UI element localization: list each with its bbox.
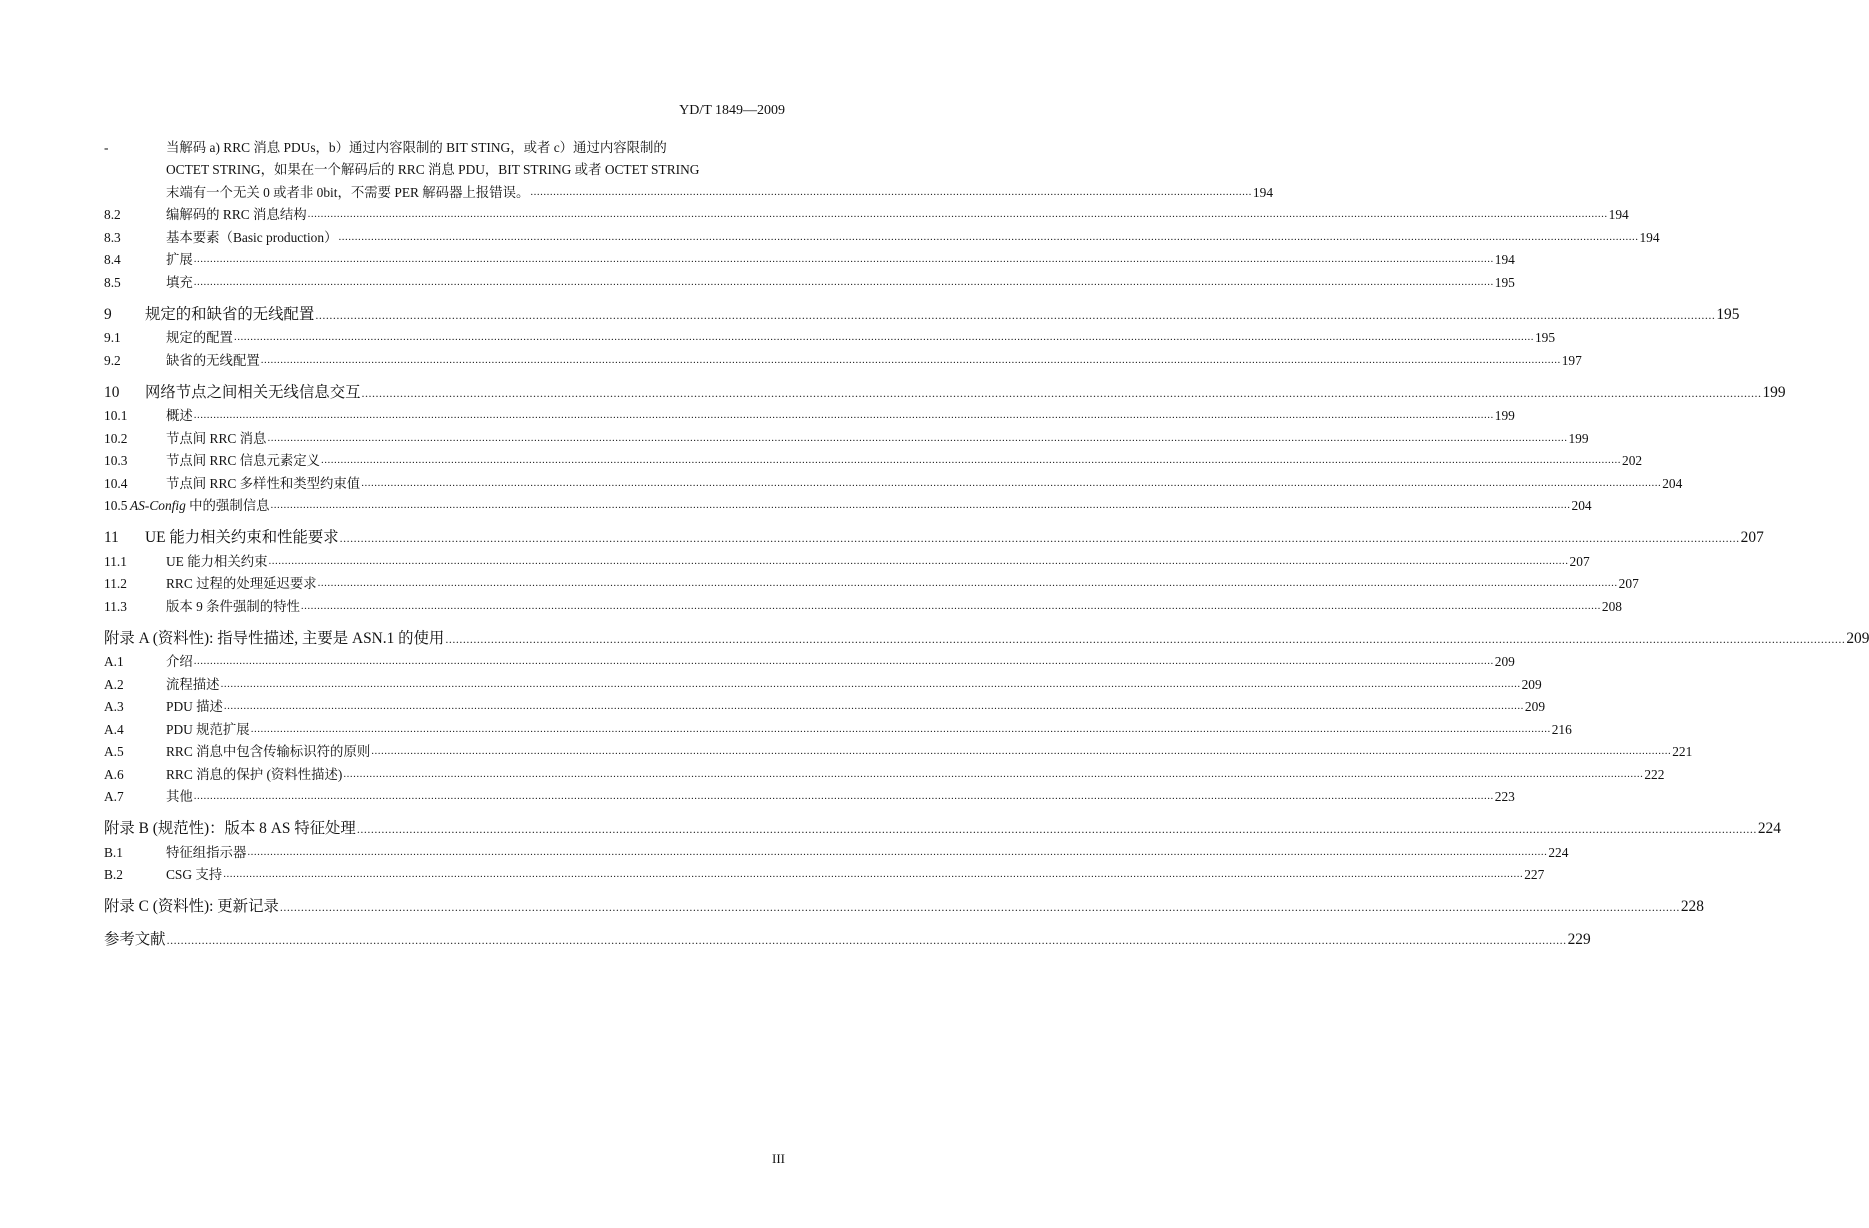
- toc-entry-title: RRC 消息中包含传输标识符的原则: [166, 744, 371, 759]
- toc-entry-number: 10.4: [104, 475, 128, 491]
- toc-entry-multiline[interactable]: [104, 133, 1274, 201]
- toc-entry-number: 10: [104, 383, 120, 401]
- toc-leader-dots: ................................................................................................................................................................................................................................................................................................................................................................................................................: [166, 933, 1567, 947]
- toc-entry-page: 228: [1680, 898, 1704, 915]
- toc-leader-dots: ................................................................................................................................................................................................................................................................................................................................................................................................................: [193, 253, 1494, 265]
- toc-section-entry[interactable]: [104, 592, 1622, 615]
- toc-entry-title: 编解码的 RRC 消息结构: [166, 207, 307, 222]
- toc-leader-dots: ................................................................................................................................................................................................................................................................................................................................................................................................................: [223, 868, 1524, 880]
- toc-entry-page: 194: [1494, 252, 1515, 267]
- toc-entry-page: 221: [1672, 744, 1693, 759]
- toc-section-entry[interactable]: [104, 268, 1515, 291]
- toc-entry-page: 229: [1567, 931, 1591, 948]
- toc-leader-dots: ................................................................................................................................................................................................................................................................................................................................................................................................................: [279, 900, 1680, 914]
- toc-entry-number: 11.1: [104, 553, 127, 569]
- toc-entry-number: A.4: [104, 721, 124, 737]
- toc-entry-number: A.2: [104, 676, 124, 692]
- toc-section-entry[interactable]: [104, 201, 1629, 224]
- toc-chapter-entry[interactable]: [104, 892, 1704, 916]
- toc-entry-number: -: [104, 139, 109, 155]
- toc-entry-number: 8.3: [104, 229, 121, 245]
- toc-entry-title: 附录 A (资料性): 指导性描述, 主要是 ASN.1 的使用: [104, 629, 445, 647]
- toc-section-entry[interactable]: [104, 570, 1639, 593]
- toc-entry-title: 填充: [166, 274, 193, 290]
- toc-section-entry[interactable]: [104, 246, 1515, 269]
- toc-leader-dots: ................................................................................................................................................................................................................................................................................................................................................................................................................: [356, 822, 1757, 836]
- toc-section-entry[interactable]: [104, 424, 1589, 447]
- toc-entry-page: 224: [1548, 844, 1569, 860]
- toc-entry-title: 流程描述: [166, 676, 220, 692]
- toc-entry-title-line-1: 当解码 a) RRC 消息 PDUs，b）通过内容限制的 BIT STING，或者 c）通过内容限制的: [166, 139, 667, 155]
- toc-entry-number: 8.2: [104, 207, 121, 222]
- toc-entry-page: 194: [1608, 207, 1629, 222]
- toc-chapter-entry[interactable]: [104, 814, 1781, 838]
- toc-leader-dots: ................................................................................................................................................................................................................................................................................................................................................................................................................: [268, 554, 1569, 567]
- toc-section-entry[interactable]: [104, 838, 1569, 861]
- toc-entry-title: PDU 描述: [166, 699, 223, 714]
- toc-chapter-entry[interactable]: [104, 378, 1786, 402]
- toc-entry-page: 204: [1571, 498, 1592, 513]
- toc-entry-title: 概述: [166, 408, 193, 423]
- toc-chapter-entry[interactable]: [104, 925, 1591, 949]
- toc-leader-dots: ................................................................................................................................................................................................................................................................................................................................................................................................................: [307, 208, 1608, 220]
- toc-entry-title: 规定的和缺省的无线配置: [145, 305, 315, 323]
- toc-entry-page: 204: [1662, 475, 1683, 491]
- toc-leader-dots: ................................................................................................................................................................................................................................................................................................................................................................................................................: [250, 722, 1551, 735]
- toc-entry-page: 199: [1762, 383, 1786, 401]
- toc-section-entry[interactable]: [104, 469, 1683, 492]
- toc-leader-dots: ................................................................................................................................................................................................................................................................................................................................................................................................................: [317, 577, 1618, 589]
- toc-leader-dots: ................................................................................................................................................................................................................................................................................................................................................................................................................: [338, 230, 1639, 243]
- toc-section-entry[interactable]: [104, 760, 1665, 783]
- toc-entry-title: 特征组指示器: [166, 844, 247, 860]
- toc-entry-page: 224: [1757, 820, 1781, 837]
- toc-leader-dots: ................................................................................................................................................................................................................................................................................................................................................................................................................: [267, 431, 1568, 444]
- toc-section-entry[interactable]: [104, 324, 1556, 347]
- toc-section-entry[interactable]: [104, 670, 1542, 693]
- toc-leader-dots: ................................................................................................................................................................................................................................................................................................................................................................................................................: [343, 767, 1644, 780]
- toc-leader-dots: ................................................................................................................................................................................................................................................................................................................................................................................................................: [339, 531, 1740, 545]
- toc-leader-dots: ................................................................................................................................................................................................................................................................................................................................................................................................................: [193, 275, 1494, 288]
- toc-entry-number: 11.3: [104, 598, 127, 614]
- toc-leader-dots: ................................................................................................................................................................................................................................................................................................................................................................................................................: [321, 454, 1622, 466]
- toc-entry-title: 节点间 RRC 多样性和类型约束值: [166, 475, 361, 491]
- toc-entry-title: 附录 B (规范性)：版本 8 AS 特征处理: [104, 820, 356, 837]
- toc-entry-page: 195: [1534, 330, 1556, 345]
- toc-entry-title: 缺省的无线配置: [166, 352, 260, 368]
- toc-entry-number: 11: [104, 529, 119, 546]
- toc-entry-number: A.6: [104, 766, 124, 782]
- toc-entry-page: 207: [1618, 576, 1639, 591]
- toc-entry-title: 扩展: [166, 252, 193, 267]
- toc-entry-number: 10.5: [104, 498, 128, 513]
- toc-chapter-entry[interactable]: [104, 300, 1740, 324]
- toc-entry-number: 9.1: [104, 330, 121, 345]
- toc-entry-number: 9.2: [104, 352, 121, 368]
- toc-entry-title: 版本 9 条件强制的特性: [166, 598, 300, 614]
- toc-entry-title: 网络节点之间相关无线信息交互: [145, 383, 361, 401]
- toc-section-entry[interactable]: [104, 715, 1572, 738]
- toc-entry-title: 介绍: [166, 654, 193, 669]
- toc-entry-number: 10.3: [104, 453, 128, 468]
- toc-entry-title: PDU 规范扩展: [166, 721, 250, 737]
- table-of-contents: [104, 133, 1869, 949]
- toc-entry-page: 207: [1740, 529, 1764, 546]
- toc-leader-dots: ................................................................................................................................................................................................................................................................................................................................................................................................................: [220, 677, 1521, 690]
- toc-entry-title: 附录 C (资料性): 更新记录: [104, 898, 279, 915]
- toc-leader-dots: ................................................................................................................................................................................................................................................................................................................................................................................................................: [361, 385, 1762, 400]
- toc-entry-number: 8.4: [104, 252, 121, 267]
- toc-entry-list: [104, 201, 1869, 950]
- toc-entry-title: CSG 支持: [166, 867, 223, 882]
- toc-entry-title-line-2: OCTET STRING，如果在一个解码后的 RRC 消息 PDU，BIT STRING 或者 OCTET STRING: [166, 162, 700, 177]
- toc-entry-page: 209: [1846, 629, 1869, 647]
- toc-entry-page: 209: [1524, 699, 1546, 714]
- toc-section-entry[interactable]: [104, 547, 1590, 570]
- toc-entry-page: 208: [1601, 598, 1622, 614]
- toc-entry-number: B.2: [104, 867, 123, 882]
- toc-section-entry[interactable]: [104, 492, 1592, 515]
- toc-section-entry[interactable]: [104, 402, 1515, 425]
- toc-section-entry[interactable]: [104, 346, 1582, 369]
- toc-section-entry[interactable]: [104, 447, 1643, 470]
- toc-entry-page: 195: [1716, 305, 1740, 323]
- toc-entry-title: UE 能力相关约束: [166, 553, 268, 569]
- toc-entry-title-line-3: 末端有一个无关 0 或者非 0bit，不需要 PER 解码器上报错误。: [166, 184, 530, 200]
- toc-entry-page: 207: [1569, 553, 1590, 569]
- toc-entry-page: 227: [1524, 867, 1545, 882]
- toc-entry-page: 209: [1521, 676, 1542, 692]
- toc-leader-dots: ................................................................................................................................................................................................................................................................................................................................................................................................................: [193, 790, 1494, 802]
- toc-entry-number: 9: [104, 305, 112, 323]
- toc-leader-dots: ................................................................................................................................................................................................................................................................................................................................................................................................................: [193, 409, 1494, 421]
- toc-entry-title: 参考文献: [104, 931, 166, 948]
- toc-entry-page: 216: [1551, 721, 1572, 737]
- toc-entry-title-rest: 中的强制信息: [185, 498, 270, 513]
- toc-leader-dots: ................................................................................................................................................................................................................................................................................................................................................................................................................: [223, 700, 1524, 712]
- toc-entry-title: RRC 过程的处理延迟要求: [166, 576, 317, 591]
- toc-leader-dots: ................................................................................................................................................................................................................................................................................................................................................................................................................: [315, 307, 1716, 322]
- toc-entry-page: 222: [1644, 766, 1665, 782]
- toc-entry-title: RRC 消息的保护 (资料性描述): [166, 766, 343, 782]
- toc-section-entry[interactable]: [104, 693, 1546, 716]
- toc-leader-dots: ................................................................................................................................................................................................................................................................................................................................................................................................................: [300, 599, 1601, 612]
- toc-entry-page: 199: [1494, 408, 1515, 423]
- toc-entry-page: 194: [1252, 184, 1274, 200]
- toc-entry-title: 节点间 RRC 消息: [166, 430, 267, 446]
- toc-section-entry[interactable]: [104, 861, 1545, 884]
- toc-section-entry[interactable]: [104, 738, 1693, 761]
- toc-section-entry[interactable]: [104, 783, 1515, 806]
- toc-leader-dots: ................................................................................................................................................................................................................................................................................................................................................................................................................: [260, 353, 1561, 366]
- toc-entry-page: 202: [1622, 453, 1643, 468]
- toc-entry-page: 199: [1568, 430, 1589, 446]
- toc-leader-dots: ................................................................................................................................................................................................................................................................................................................................................................................................................: [361, 476, 1662, 489]
- toc-entry-number: A.1: [104, 654, 124, 669]
- toc-entry-title-italic: AS-Config: [130, 498, 186, 513]
- toc-entry-number: B.1: [104, 844, 123, 860]
- toc-chapter-entry[interactable]: [104, 624, 1869, 648]
- toc-entry-title: [130, 495, 270, 514]
- toc-leader-dots: ................................................................................................................................................................................................................................................................................................................................................................................................................: [247, 845, 1548, 858]
- toc-entry-page: 194: [1639, 229, 1660, 245]
- toc-entry-page: 195: [1494, 274, 1515, 290]
- toc-entry-number: 10.2: [104, 430, 128, 446]
- toc-entry-number: 10.1: [104, 408, 128, 423]
- toc-leader-dots: ................................................................................................................................................................................................................................................................................................................................................................................................................: [193, 655, 1494, 667]
- toc-entry-title: 规定的配置: [166, 330, 233, 345]
- toc-section-entry[interactable]: [104, 648, 1515, 671]
- toc-section-entry[interactable]: [104, 223, 1660, 246]
- toc-entry-title: UE 能力相关约束和性能要求: [145, 529, 339, 546]
- toc-chapter-entry[interactable]: [104, 523, 1764, 547]
- page-number: III: [772, 1151, 785, 1166]
- toc-leader-dots: ................................................................................................................................................................................................................................................................................................................................................................................................................: [445, 631, 1846, 646]
- toc-entry-page: 209: [1494, 654, 1515, 669]
- toc-entry-number: A.3: [104, 699, 124, 714]
- toc-entry-number: A.7: [104, 789, 124, 804]
- toc-leader-dots: ..............................................................................................................................................................................................................................: [530, 185, 1252, 198]
- toc-entry-number: A.5: [104, 744, 124, 759]
- document-id: YD/T 1849—2009: [679, 103, 785, 118]
- toc-leader-dots: ................................................................................................................................................................................................................................................................................................................................................................................................................: [371, 745, 1672, 757]
- toc-entry-page: 197: [1561, 352, 1582, 368]
- toc-entry-number: 8.5: [104, 274, 121, 290]
- toc-leader-dots: ................................................................................................................................................................................................................................................................................................................................................................................................................: [233, 331, 1534, 343]
- toc-entry-number: 11.2: [104, 576, 127, 591]
- toc-leader-dots: ................................................................................................................................................................................................................................................................................................................................................................................................................: [270, 499, 1571, 511]
- toc-entry-title: 其他: [166, 789, 193, 804]
- toc-entry-title: 节点间 RRC 信息元素定义: [166, 453, 321, 468]
- toc-entry-page: 223: [1494, 789, 1515, 804]
- toc-entry-title: 基本要素（Basic production）: [166, 229, 338, 245]
